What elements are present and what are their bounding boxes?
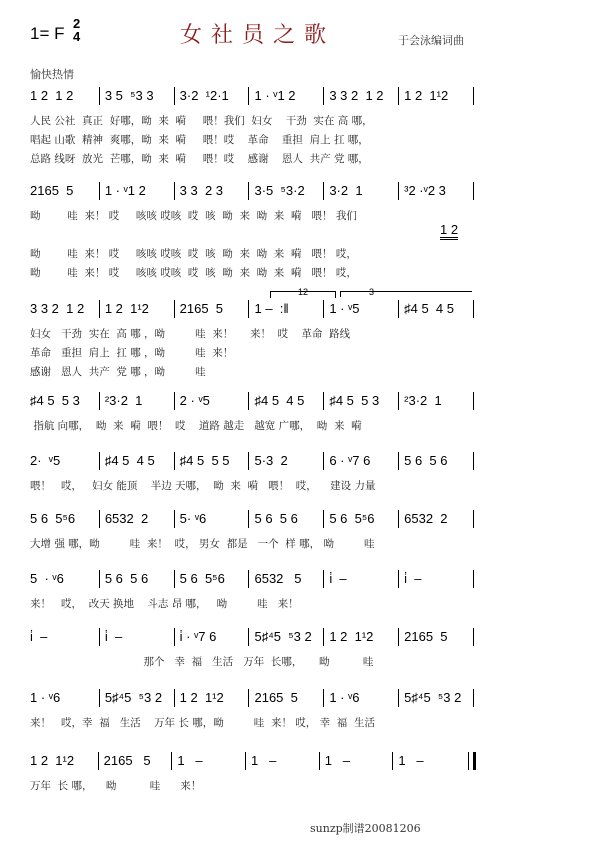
measure: 5 6 5⁵6 — [174, 570, 249, 588]
volta-first-ending: 12 — [270, 291, 336, 298]
measure: ♯4 5 4 5 — [248, 392, 323, 410]
measure: 2165 5 — [30, 183, 74, 198]
measure: 3 3 2 1 2 — [323, 87, 398, 105]
key-signature: 1= F — [30, 24, 65, 43]
measure: 3 3 2 1 2 — [30, 301, 85, 316]
measure: 2165 5 — [174, 300, 249, 318]
measure: ♯4 5 5 5 — [174, 452, 249, 470]
measure: 2 · ᵛ5 — [174, 392, 249, 410]
barline — [473, 87, 476, 105]
measure: 2165 5 — [398, 628, 473, 646]
barline — [473, 628, 476, 646]
measure: 2· ᵛ5 — [30, 453, 61, 468]
measure: 1 2 1 2 — [30, 88, 74, 103]
measure: i̇ · ᵛ7 6 — [174, 628, 249, 646]
lyric-line: 呦 哇 来！ 哎 咳咳 哎咳 哎 咳 呦 来 呦 来 嗬 喂！ 哎， — [30, 267, 357, 279]
measure: 5· ᵛ6 — [174, 510, 249, 528]
measure: ³2 ·ᵛ2 3 — [398, 182, 473, 200]
notation-row — [30, 752, 476, 770]
measure: ♯4 5 5 3 — [30, 393, 80, 408]
measure: 1 – :‖ — [248, 300, 323, 318]
measure: 6532 2 — [99, 510, 174, 528]
lyric-line: 那个 幸 福 生活 万年 长哪， 呦 哇 — [30, 656, 374, 668]
measure: 1 2 1¹2 — [30, 753, 75, 768]
measure: 1 2 1¹2 — [323, 628, 398, 646]
barline — [473, 689, 476, 707]
notation-row — [30, 452, 476, 470]
volta-second-ending: 3 — [340, 291, 472, 297]
notation-row — [30, 392, 476, 410]
lyric-line: 人民 公社 真正 好哪，呦 来 嗬 喂！我们 妇女 干劲 实在 高 哪， — [30, 115, 373, 127]
barline — [473, 452, 476, 470]
time-signature-bottom: 4 — [73, 29, 81, 44]
measure: 1 · ᵛ1 2 — [248, 87, 323, 105]
measure: 1 2 1¹2 — [174, 689, 249, 707]
measure: 1 · ᵛ5 — [323, 300, 398, 318]
measure: ♯4 5 4 5 — [99, 452, 174, 470]
lyric-line: 呦 哇 来！ 哎 咳咳 哎咳 哎 咳 呦 来 呦 来 嗬 喂！ 我们 — [30, 210, 357, 222]
lyric-line: 万年 长 哪， 呦 哇 来！ — [30, 780, 202, 792]
transcriber-credit: sunzp制谱20081206 — [310, 822, 421, 835]
measure: i̇ – — [398, 570, 473, 588]
final-barline — [468, 752, 476, 770]
lyric-line: 革命 重担 肩上 扛 哪 ，呦 哇 来！ — [30, 347, 234, 359]
measure: ♯4 5 4 5 — [398, 300, 473, 318]
measure: 5 6 5 6 — [248, 510, 323, 528]
barline — [473, 182, 476, 200]
measure: 1 2 1¹2 — [398, 87, 473, 105]
measure: ²3·2 1 — [398, 392, 473, 410]
lyric-line: 唱起 山歌 精神 爽哪，呦 来 嗬 喂！哎 革命 重担 肩上 扛 哪， — [30, 134, 369, 146]
measure: 6532 5 — [248, 570, 323, 588]
measure: 3 3 2 3 — [174, 182, 249, 200]
barline — [473, 570, 476, 588]
measure: 1 – — [245, 752, 319, 770]
song-title: 女社员之歌 — [180, 23, 336, 48]
measure: 5 6 5 6 — [398, 452, 473, 470]
measure: 5 · ᵛ6 — [30, 571, 64, 586]
lyric-line: 呦 哇 来！ 哎 咳咳 哎咳 哎 咳 呦 来 呦 来 嗬 喂！ 哎， — [30, 248, 357, 260]
lyric-line: 来！ 哎， 改天 换地 斗志 昂 哪， 呦 哇 来！ — [30, 598, 299, 610]
lyric-line: 来！ 哎，幸 福 生活 万年 长 哪，呦 哇 来！ 哎， 幸 福 生活 — [30, 717, 375, 729]
notation-row — [30, 689, 476, 707]
barline — [473, 392, 476, 410]
measure: 5♯⁴5 ⁵3 2 — [398, 689, 473, 707]
measure: 5♯⁴5 ⁵3 2 — [248, 628, 323, 646]
lyric-line: 喂！ 哎， 妇女 能顶 半边 天哪， 呦 来 嗬 喂！ 哎， 建设 力量 — [30, 480, 376, 492]
measure: 2165 5 — [98, 752, 172, 770]
notation-row — [30, 87, 476, 105]
measure: 5♯⁴5 ⁵3 2 — [99, 689, 174, 707]
measure: 3·2 ¹2·1 — [174, 87, 249, 105]
measure: 5 6 5⁵6 — [323, 510, 398, 528]
measure: 1 – — [392, 752, 466, 770]
barline — [473, 510, 476, 528]
notation-row — [30, 510, 476, 528]
measure: i̇ – — [323, 570, 398, 588]
measure: i̇ – — [99, 628, 174, 646]
time-signature — [73, 17, 80, 43]
measure: 5·3 2 — [248, 452, 323, 470]
lyric-line: 大增 强 哪，呦 哇 来！ 哎， 男女 都是 一个 样 哪， 呦 哇 — [30, 538, 375, 550]
measure: 6532 2 — [398, 510, 473, 528]
lyric-line: 妇女 干劲 实在 高 哪 ，呦 哇 来！ 来！ 哎 革命 路线 — [30, 328, 351, 340]
barline — [473, 300, 476, 318]
measure: 2165 5 — [248, 689, 323, 707]
lyric-line: 指航 向哪， 呦 来 嗬 喂！ 哎 道路 越走 越宽 广哪， 呦 来 嗬 — [30, 420, 362, 432]
measure: 1 2 1¹2 — [99, 300, 174, 318]
composer-credit: 于会泳编词曲 — [398, 35, 464, 47]
notation-row — [30, 300, 476, 318]
notation-row — [30, 570, 476, 588]
measure: ♯4 5 5 3 — [323, 392, 398, 410]
measure: 1 – — [319, 752, 393, 770]
measure: 5 6 5⁵6 — [30, 511, 76, 526]
measure: ²3·2 1 — [99, 392, 174, 410]
time-signature-top: 2 — [73, 16, 81, 31]
measure: 1 · ᵛ6 — [323, 689, 398, 707]
tempo-marking: 愉快热情 — [30, 69, 74, 81]
measure: 3 5 ⁵3 3 — [99, 87, 174, 105]
measure: i̇ – — [30, 629, 48, 644]
alternate-notes: 1 2 — [440, 223, 458, 240]
measure: 1 · ᵛ6 — [30, 690, 61, 705]
measure: 6 · ᵛ7 6 — [323, 452, 398, 470]
measure: 1 – — [171, 752, 245, 770]
notation-row — [30, 628, 476, 646]
notation-row — [30, 182, 476, 200]
measure: 5 6 5 6 — [99, 570, 174, 588]
lyric-line: 总路 线呀 放光 芒哪，呦 来 嗬 喂！哎 感谢 恩人 共产 党 哪， — [30, 153, 369, 165]
measure: 3·2 1 — [323, 182, 398, 200]
lyric-line: 感谢 恩人 共产 党 哪 ，呦 哇 — [30, 366, 206, 378]
measure: 1 · ᵛ1 2 — [99, 182, 174, 200]
measure: 3·5 ⁵3·2 — [248, 182, 323, 200]
